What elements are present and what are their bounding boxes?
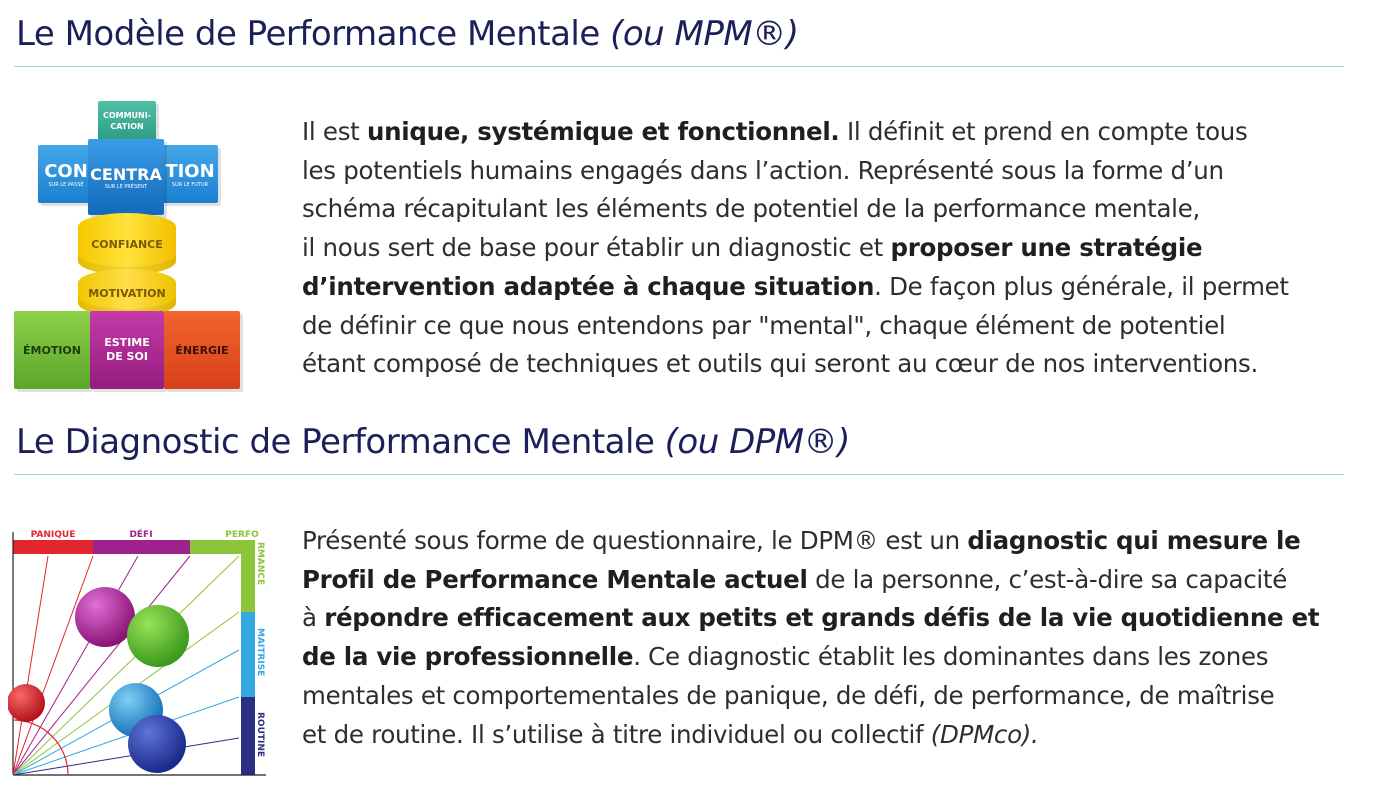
concentration-future-block <box>162 145 218 203</box>
text-run: (DPMco). <box>930 719 1039 749</box>
mpm-section-title <box>16 14 798 54</box>
text-run: de définir ce que nous entendons par "mental", chaque élément de potentiel <box>302 310 1226 340</box>
dpm-title-text: Le Diagnostic de Performance Mentale <box>16 422 655 462</box>
zone-rays <box>13 556 239 775</box>
text-run: Il définit et prend en compte tous <box>839 117 1248 146</box>
text-run: Il est <box>302 117 367 146</box>
text-run: à <box>302 603 325 633</box>
paragraph-line <box>302 307 1289 346</box>
paragraph-line <box>302 599 1319 638</box>
concentration-center-sub: SUR LE PRÉSENT <box>104 183 148 190</box>
paragraph-line <box>302 268 1289 307</box>
text-run: . Ce diagnostic établit les dominantes dans les zones <box>633 642 1269 672</box>
concentration-past-block <box>38 145 94 203</box>
routine-zone-bar <box>241 697 255 775</box>
dpm-description <box>302 522 1319 754</box>
estime-de-soi-block: ESTIME DE SOI <box>90 311 164 389</box>
text-run: et de routine. Il s’utilise à titre individuel ou collectif <box>302 719 931 749</box>
performance-zone-bar <box>190 540 241 554</box>
communication-block: COMMUNI- CATION <box>98 101 156 141</box>
text-run: de la vie professionnelle <box>302 642 634 672</box>
mpm-title-text: Le Modèle de Performance Mentale <box>16 14 600 54</box>
defi-zone-bar <box>93 540 190 554</box>
mpm-model-figure <box>10 95 270 395</box>
text-run: de la personne, c’est-à-dire sa capacité <box>807 564 1287 594</box>
dpm-section-title <box>16 422 850 462</box>
text-run: proposer une stratégie <box>890 233 1203 263</box>
text-run: il nous sert de base pour établir un diagnostic et <box>302 233 891 263</box>
routine-sphere <box>128 715 186 773</box>
paragraph-line <box>302 113 1289 152</box>
dpm-zones-chart <box>8 520 273 785</box>
concentration-right-sub: SUR LE FUTUR <box>171 181 209 188</box>
text-run: diagnostic qui mesure le <box>967 526 1301 555</box>
section-divider <box>14 66 1344 67</box>
paragraph-line <box>302 522 1319 561</box>
text-run: schéma récapitulant les éléments de potentiel de la performance mentale, <box>302 194 1200 224</box>
concentration-left-sub: SUR LE PASSÉ <box>48 181 84 188</box>
text-run: Présenté sous forme de questionnaire, le DPM® est un <box>302 526 968 555</box>
defi-label: DÉFI <box>129 530 153 540</box>
routine-label: ROUTINE <box>255 712 265 758</box>
paragraph-line <box>302 677 1319 716</box>
emotion-block: ÉMOTION <box>14 311 90 389</box>
paragraph-line <box>302 561 1319 600</box>
text-run: Profil de Performance Mentale actuel <box>302 564 808 594</box>
mpm-description <box>302 113 1289 384</box>
text-run: étant composé de techniques et outils qui seront au cœur de nos interventions. <box>302 349 1258 379</box>
text-run: . De façon plus générale, il permet <box>874 271 1289 301</box>
confiance-block: CONFIANCE <box>78 213 176 275</box>
maitrise-label: MAITRISE <box>255 628 265 677</box>
text-run: d’intervention adaptée à chaque situation <box>302 271 875 301</box>
text-run: mentales et comportementales de panique, de défi, de performance, de maîtrise <box>302 680 1275 710</box>
concentration-right-label: TION <box>165 160 215 182</box>
concentration-left-label: CON <box>44 160 88 182</box>
paragraph-line <box>302 229 1289 268</box>
text-run: unique, systémique et fonctionnel. <box>366 117 840 146</box>
panique-sphere <box>8 684 45 722</box>
paragraph-line <box>302 716 1319 755</box>
mpm-title-suffix: (ou MPM®) <box>610 14 799 54</box>
maitrise-zone-bar <box>241 612 255 697</box>
section-divider <box>14 474 1344 475</box>
perfo-label: PERFO <box>225 530 259 540</box>
text-run: les potentiels humains engagés dans l’action. Représenté sous la forme d’un <box>302 155 1224 185</box>
concentration-present-block <box>88 139 164 215</box>
motivation-block: MOTIVATION <box>78 269 176 317</box>
paragraph-line <box>302 190 1289 229</box>
panique-zone-bar <box>13 540 93 554</box>
energie-block: ÉNERGIE <box>164 311 240 389</box>
paragraph-line <box>302 345 1289 384</box>
performance-side-bar <box>241 540 255 612</box>
defi-sphere <box>75 587 135 647</box>
concentration-center-label: CENTRA <box>90 164 162 184</box>
panique-label: PANIQUE <box>30 530 76 540</box>
paragraph-line <box>302 638 1319 677</box>
dpm-title-suffix: (ou DPM®) <box>664 422 850 462</box>
rmance-label: RMANCE <box>255 542 265 586</box>
performance-sphere <box>127 605 189 667</box>
text-run: répondre efficacement aux petits et grands défis de la vie quotidienne et <box>324 603 1320 633</box>
paragraph-line <box>302 152 1289 191</box>
